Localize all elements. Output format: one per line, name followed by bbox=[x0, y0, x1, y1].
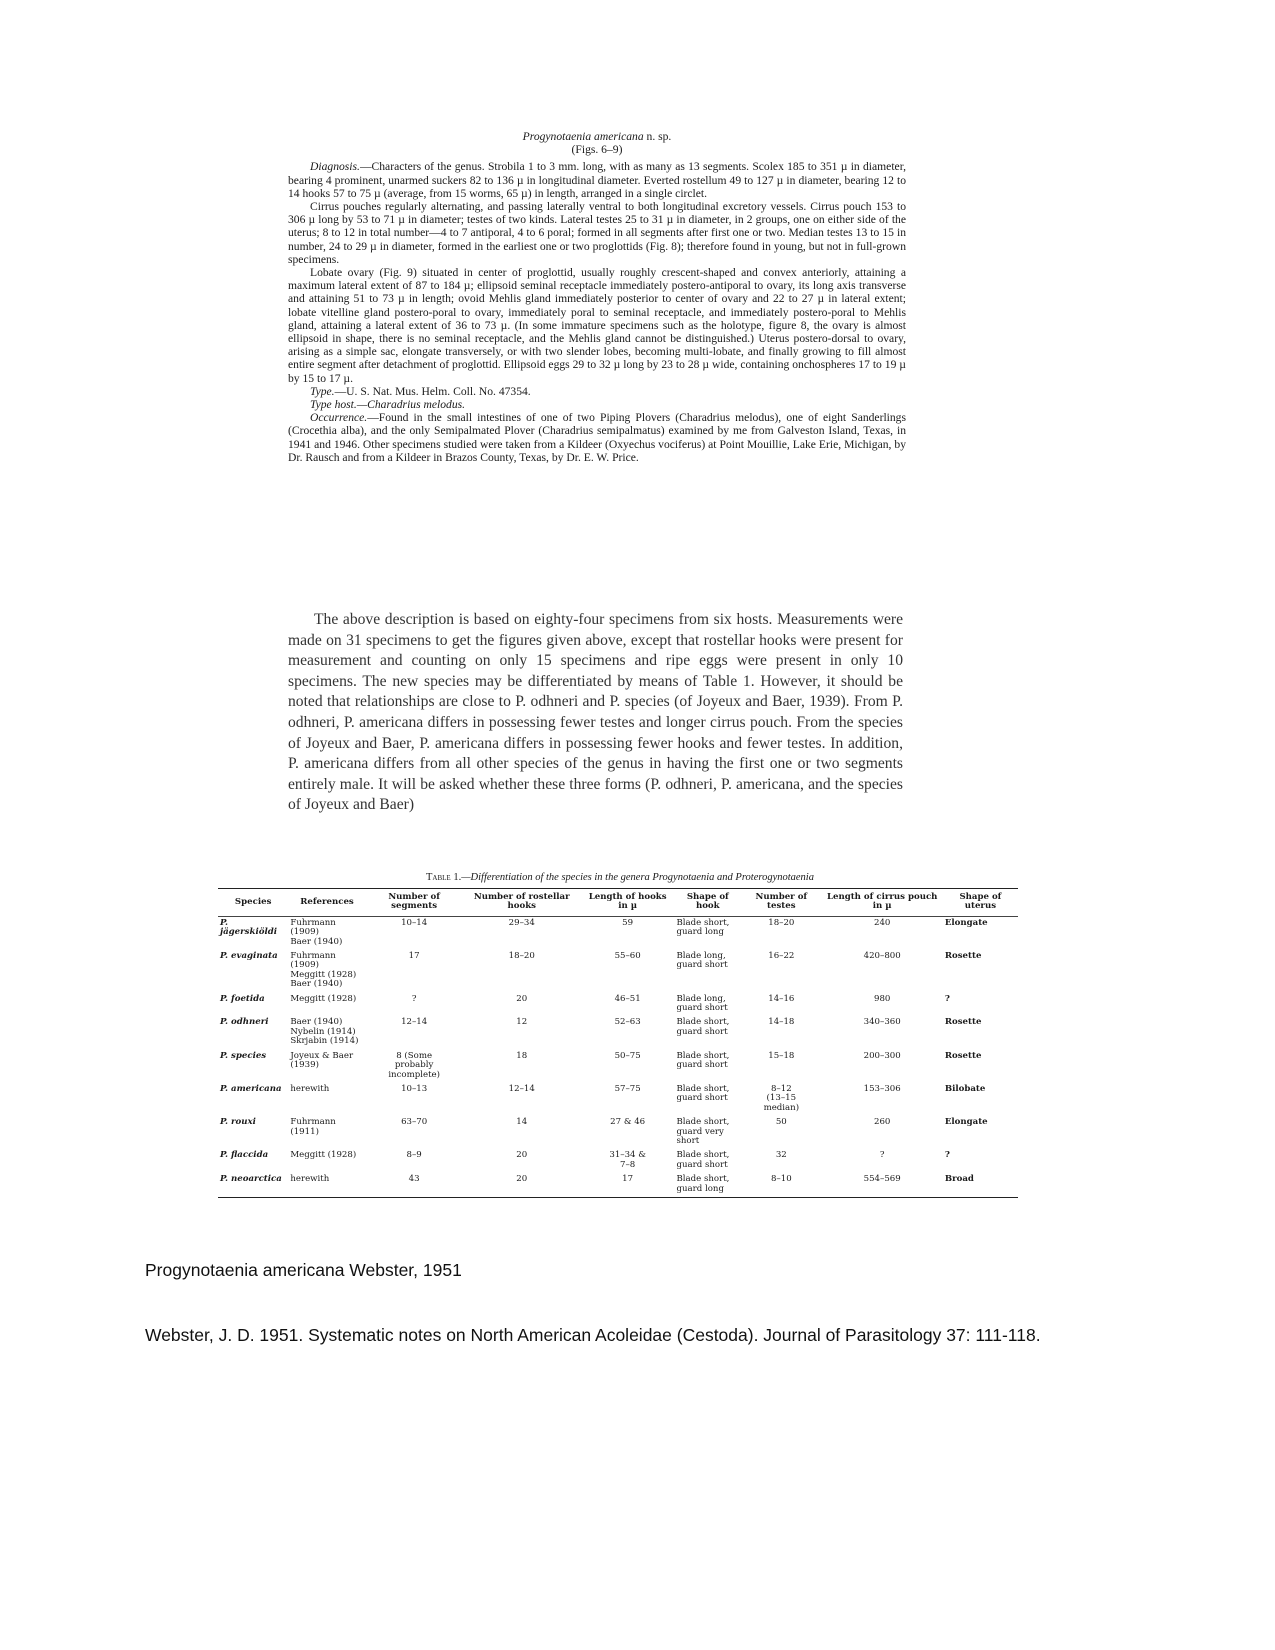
table-cell: 27 & 46 bbox=[610, 1117, 646, 1128]
table-cell: 43 bbox=[366, 1173, 463, 1197]
table-cell: herewith bbox=[288, 1173, 365, 1197]
species-heading: Progynotaenia americana n. sp. bbox=[522, 130, 672, 143]
column-header: Length of cirrus pouch in µ bbox=[822, 889, 943, 917]
paragraph-lead: Type. bbox=[310, 384, 335, 398]
table-cell: 20 bbox=[463, 1173, 581, 1197]
table-cell: 153–306 bbox=[863, 1083, 901, 1094]
table-cell: 18–20 bbox=[768, 917, 795, 928]
table-cell: Rosette bbox=[944, 1050, 982, 1061]
species-description bbox=[288, 130, 906, 464]
table-cell: P. evaginata bbox=[220, 951, 278, 962]
table-cell: Blade short, guard short bbox=[676, 1083, 730, 1104]
table-cell: 18–20 bbox=[508, 951, 535, 962]
paragraph-text: Cirrus pouches regularly alternating, and passing laterally ventral to both longitudinal excretory vessels. Cirrus pouch 153 to 306 µ long by 53 to 71 µ in diameter; testes of two kinds. Lateral testes 25 to 31 µ in diameter, in 2 groups, one on either side of the uterus; 8 to 12 in total number—4 to 7 antiporal, 4 to 6 poral; formed in all segments after first one or two. Median testes 13 to 15 in number, 24 to 29 µ in diameter, formed in the earliest one or two proglottids (Fig. 8); therefore found in young, but not in full-grown specimens. bbox=[288, 200, 906, 266]
description-paragraph bbox=[288, 200, 906, 266]
table-cell: P. foetida bbox=[220, 993, 265, 1004]
species-differentiation-table bbox=[218, 888, 1018, 1198]
column-header: Number of testes bbox=[741, 889, 821, 917]
table-cell: 16–22 bbox=[768, 951, 795, 962]
table-cell: 32 bbox=[775, 1150, 787, 1161]
column-header: Number of rostellar hooks bbox=[463, 889, 581, 917]
column-header: Length of hooks in µ bbox=[581, 889, 675, 917]
table-cell: 15–18 bbox=[768, 1050, 795, 1061]
table-cell: Fuhrmann (1911) bbox=[290, 1117, 336, 1137]
paragraph-lead: Diagnosis. bbox=[310, 160, 360, 174]
table-cell: 31–34 & 7–8 bbox=[609, 1150, 646, 1170]
description-paragraph bbox=[288, 385, 906, 398]
table-cell: Blade short, guard short bbox=[676, 1050, 730, 1071]
description-paragraph bbox=[288, 398, 906, 411]
table-body bbox=[218, 916, 1018, 1197]
table-cell: Rosette bbox=[944, 951, 982, 962]
table-row bbox=[218, 1116, 1018, 1149]
discussion-paragraph: The above description is based on eighty-four specimens from six hosts. Measurements were made on 31 specimens to get the figures given above, except that rostellar hooks were present for measurement and counting on only 15 specimens and ripe eggs were present in only 10 specimens. The new species may be differentiated by means of Table 1. However, it should be noted that relationships are close to P. odhneri and P. species (of Joyeux and Baer, 1939). From P. odhneri, P. americana differs in possessing fewer testes and longer cirrus pouch. From the species of Joyeux and Baer, P. americana differs in possessing fewer hooks and fewer testes. In addition, P. americana differs from all other species of the genus in having the first one or two segments entirely male. It will be asked whether these three forms (P. odhneri, P. americana, and the species of Joyeux and Baer) bbox=[288, 611, 903, 814]
table-row bbox=[218, 1173, 1018, 1197]
table-cell: 20 bbox=[516, 1150, 528, 1161]
table-row bbox=[218, 993, 1018, 1017]
table-cell: 18 bbox=[516, 1050, 528, 1061]
table-cell: 12 bbox=[516, 1017, 528, 1028]
table-cell: 12–14 bbox=[508, 1083, 535, 1094]
description-paragraph bbox=[288, 266, 906, 385]
table-cell: 10–14 bbox=[401, 917, 428, 928]
table-cell: 52–63 bbox=[614, 1017, 641, 1028]
table-cell: Fuhrmann (1909) Meggitt (1928) Baer (1940) bbox=[290, 951, 357, 990]
figure-reference: (Figs. 6–9) bbox=[571, 143, 623, 157]
table-cell: Rosette bbox=[944, 1017, 982, 1028]
table-cell: 8–10 bbox=[741, 1173, 821, 1197]
table-cell: Blade short, guard very short bbox=[676, 1117, 730, 1146]
table-cell: 14–16 bbox=[768, 993, 795, 1004]
species-caption: Progynotaenia americana Webster, 1951 bbox=[145, 1260, 462, 1280]
table-cell: Bilobate bbox=[944, 1083, 986, 1094]
table-cell: Broad bbox=[943, 1173, 1018, 1197]
table-cell: 20 bbox=[516, 993, 528, 1004]
table-row bbox=[218, 1149, 1018, 1173]
table-cell: 29–34 bbox=[508, 917, 535, 928]
table-cell: 59 bbox=[622, 917, 634, 928]
table-cell: ? bbox=[879, 1150, 885, 1161]
column-header: Shape of uterus bbox=[943, 889, 1018, 917]
table-cell: Blade short, guard long bbox=[676, 917, 730, 938]
table-cell: P. neoarctica bbox=[218, 1173, 288, 1197]
table-caption: Table 1.—Differentiation of the species in the genera Progynotaenia and Proterogynotaenia bbox=[426, 872, 814, 883]
citation: Webster, J. D. 1951. Systematic notes on North American Acoleidae (Cestoda). Journal of Parasitology 37: 111-118. bbox=[145, 1325, 1041, 1345]
paragraph-text: Lobate ovary (Fig. 9) situated in center of proglottid, usually roughly crescent-shaped and convex anteriorly, attaining a maximum lateral extent of 87 to 184 µ; ellipsoid seminal receptacle immediately postero-antiporal to ovary, its long axis transverse and attaining 51 to 73 µ in length; ovoid Mehlis gland immediately posterior to center of ovary and 22 to 27 µ in lateral extent; lobate vitelline gland postero-poral to ovary, immediately poral to seminal receptacle, and immediately postero-poral to Mehlis gland, attaining a lateral extent of 36 to 73 µ. (In some immature specimens such as the holotype, figure 8, the ovary is almost ellipsoid in shape, there is no seminal receptacle, and the Mehlis gland cannot be distinguished.) Uterus postero-dorsal to ovary, arising as a simple sac, elongate transversely, or with two slender lobes, becoming multi-lobate, and finally growing to fill almost entire segment after detachment of proglottid. Ellipsoid eggs 29 to 32 µ long by 23 to 28 µ wide, containing onchospheres 17 to 19 µ by 15 to 17 µ. bbox=[288, 266, 906, 385]
table-cell: P. odhneri bbox=[220, 1017, 269, 1028]
table-cell: 57–75 bbox=[614, 1083, 641, 1094]
table-cell: 46–51 bbox=[614, 993, 641, 1004]
table-row bbox=[218, 1050, 1018, 1083]
table-cell: Blade long, guard short bbox=[676, 951, 728, 971]
table-cell: 12–14 bbox=[401, 1017, 428, 1028]
paragraph-text: —Found in the small intestines of one of two Piping Plovers (Charadrius melodus), one of eight Sanderlings (Crocethia alba), and the only Semipalmated Plover (Charadrius semipalmatus) examined by me from Galveston Island, Texas, in 1941 and 1946. Other specimens studied were taken from a Kildeer (Oxyechus vociferus) at Point Mouillie, Lake Erie, Michigan, by Dr. Rausch and from a Kildeer in Brazos County, Texas, by Dr. E. W. Price. bbox=[288, 411, 906, 464]
table-cell: P. flaccida bbox=[220, 1150, 269, 1161]
table-cell: 17 bbox=[408, 951, 420, 962]
table-cell: 55–60 bbox=[614, 951, 641, 962]
column-header: Number of segments bbox=[366, 889, 463, 917]
table-cell: ? bbox=[411, 993, 417, 1004]
table-cell: Blade short, guard short bbox=[676, 1017, 730, 1037]
table-cell: 260 bbox=[873, 1117, 891, 1128]
table-cell: 8–12 (13–15 median) bbox=[763, 1083, 800, 1113]
table-cell: 63–70 bbox=[401, 1117, 428, 1128]
table-row bbox=[218, 1016, 1018, 1049]
description-paragraph bbox=[288, 160, 906, 200]
table-cell: Elongate bbox=[944, 1117, 988, 1128]
table-cell: P. rouxi bbox=[220, 1117, 256, 1128]
table-cell: P. jägerskiöldi bbox=[220, 917, 278, 938]
description-paragraph bbox=[288, 411, 906, 464]
table-cell: Meggitt (1928) bbox=[290, 993, 357, 1004]
table-cell: P. americana bbox=[220, 1083, 282, 1094]
paragraph-text: —Charadrius melodus. bbox=[356, 398, 466, 412]
table-cell: 17 bbox=[581, 1173, 675, 1197]
table-cell: 8–9 bbox=[406, 1150, 422, 1161]
table-cell: 10–13 bbox=[401, 1083, 428, 1094]
table-cell: 200–300 bbox=[863, 1050, 901, 1061]
table-cell: Meggitt (1928) bbox=[290, 1150, 357, 1161]
table-cell: 980 bbox=[873, 993, 891, 1004]
description-paragraphs bbox=[288, 160, 906, 464]
table-cell: 50–75 bbox=[614, 1050, 641, 1061]
table-cell: P. species bbox=[220, 1050, 267, 1061]
table-cell: 240 bbox=[873, 917, 891, 928]
table-cell: 14 bbox=[516, 1117, 528, 1128]
table-cell: Baer (1940) Nybelin (1914) Skrjabin (1914) bbox=[290, 1017, 359, 1047]
table-cell: Blade short, guard short bbox=[676, 1150, 730, 1170]
table-cell: 340–360 bbox=[863, 1017, 901, 1028]
table-cell: 14–18 bbox=[768, 1017, 795, 1028]
paragraph-lead: Occurrence. bbox=[310, 411, 368, 425]
table-row bbox=[218, 950, 1018, 993]
paragraph-text: —Characters of the genus. Strobila 1 to 3 mm. long, with as many as 13 segments. Scolex 185 to 351 µ in diameter, bearing 4 prominent, unarmed suckers 82 to 136 µ in longitudinal diameter. Everted rostellum 49 to 127 µ in diameter, bearing 12 to 14 hooks 57 to 75 µ (average, from 15 worms, 65 µ) in length, arranged in a single circlet. bbox=[288, 160, 906, 200]
column-header: Species bbox=[218, 889, 288, 917]
column-header: Shape of hook bbox=[674, 889, 741, 917]
table-cell: herewith bbox=[290, 1083, 330, 1094]
paragraph-lead: Type host. bbox=[310, 398, 357, 412]
table-cell: Fuhrmann (1909) Baer (1940) bbox=[290, 917, 343, 947]
table-cell: Joyeux & Baer (1939) bbox=[290, 1050, 354, 1071]
table-cell: ? bbox=[944, 993, 950, 1004]
table-cell: ? bbox=[944, 1150, 950, 1161]
table-cell: 554–569 bbox=[822, 1173, 943, 1197]
table-row bbox=[218, 1083, 1018, 1116]
table-cell: 420–800 bbox=[863, 951, 901, 962]
table-cell: 50 bbox=[775, 1117, 787, 1128]
table-header-row bbox=[218, 889, 1018, 917]
table-cell: Blade short, guard long bbox=[674, 1173, 741, 1197]
paragraph-text: —U. S. Nat. Mus. Helm. Coll. No. 47354. bbox=[334, 384, 531, 398]
table-row bbox=[218, 916, 1018, 950]
table-cell: Blade long, guard short bbox=[676, 993, 728, 1014]
table-cell: 8 (Some probably incomplete) bbox=[388, 1050, 440, 1080]
table-cell: Elongate bbox=[944, 917, 988, 928]
column-header: References bbox=[288, 889, 365, 917]
